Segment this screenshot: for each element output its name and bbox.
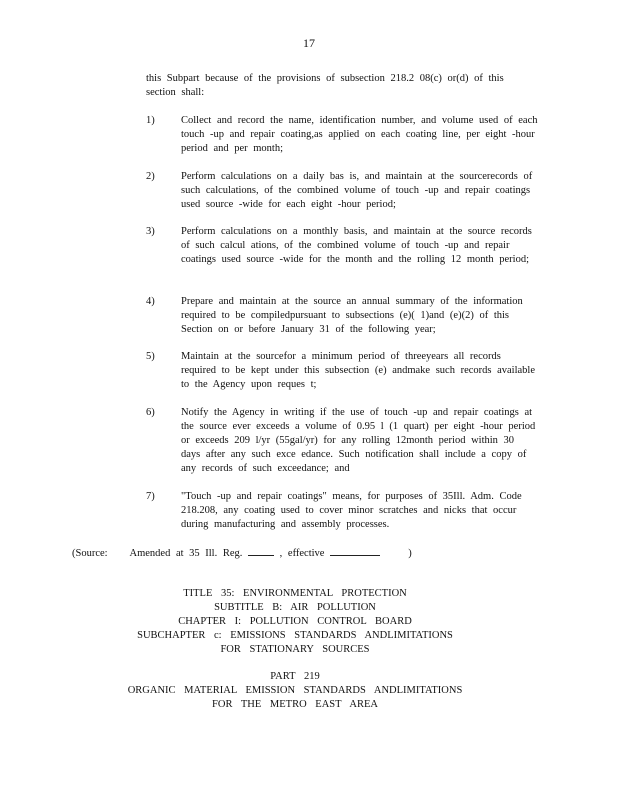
intro-paragraph: this Subpart because of the provisions of subsection 218.2 08(c) or(d) of this section shall: xyxy=(146,73,504,98)
part-heading xyxy=(0,670,590,712)
item-text: Perform calculations on a daily bas is, and maintain at the sourcerecords of such calculations, of the combined volume of touch -up and repair coatings used source -wide for each eight -hour period; xyxy=(181,171,533,210)
item-text: Perform calculations on a monthly basis, and maintain at the source records of such calcul ations, of the combined volume of touch -up and repair coatings used source -wide for the month and the rolling 12 month period; xyxy=(181,226,532,265)
item-number: 5) xyxy=(146,351,155,362)
heading-line: CHAPTER I: POLLUTION CONTROL BOARD xyxy=(178,616,412,627)
reg-volume-blank xyxy=(248,545,274,556)
item-text: Collect and record the name, identification number, and volume used of each touch -up and repair coating,as applied on each coating line, per eight -hour period and per month; xyxy=(181,115,538,154)
source-amended: Amended at 35 Ill. Reg. xyxy=(129,548,243,559)
item-text: Prepare and maintain at the source an annual summary of the information required to be compiledpursuant to subsections (e)( 1)and (e)(2) of this Section on or before January 31 of the following year; xyxy=(181,296,523,335)
effective-date-blank xyxy=(330,545,380,556)
title-heading xyxy=(0,587,590,657)
item-text: Notify the Agency in writing if the use of touch -up and repair coatings at the source ever exceeds a volume of 0.95 l (1 quart) per eight -hour period or exceeds 209 l/yr (55gal/yr) for any rolling 12month period within 30 days after any such exce edance. Such notification shall include a copy of any records of such exceedance; and xyxy=(181,407,536,474)
heading-line: FOR THE METRO EAST AREA xyxy=(212,699,378,710)
heading-line: SUBCHAPTER c: EMISSIONS STANDARDS ANDLIMITATIONS xyxy=(137,630,453,641)
heading-line: SUBTITLE B: AIR POLLUTION xyxy=(214,602,376,613)
item-text: Maintain at the sourcefor a minimum period of threeyears all records required to be kept under this subsection (e) andmake such records available to the Agency upon reques t; xyxy=(181,351,536,390)
item-text: "Touch -up and repair coatings" means, for purposes of 35Ill. Adm. Code 218.208, any coating used to cover minor scratches and nicks that occur during manufacturing and assembly processes. xyxy=(181,491,522,530)
page-number: 17 xyxy=(303,36,315,50)
list-item xyxy=(146,490,538,532)
list-item xyxy=(146,295,538,337)
heading-line: PART 219 xyxy=(270,671,320,682)
heading-line: TITLE 35: ENVIRONMENTAL PROTECTION xyxy=(183,588,407,599)
source-effective: , effective xyxy=(279,548,325,559)
list-item xyxy=(146,114,538,156)
source-note xyxy=(72,545,412,559)
source-close: ) xyxy=(408,548,412,559)
list-item xyxy=(146,350,538,392)
item-number: 7) xyxy=(146,491,155,502)
item-number: 3) xyxy=(146,226,155,237)
list-item xyxy=(146,170,538,212)
item-number: 1) xyxy=(146,115,155,126)
heading-line: FOR STATIONARY SOURCES xyxy=(220,644,370,655)
heading-line: ORGANIC MATERIAL EMISSION STANDARDS ANDLIMITATIONS xyxy=(127,685,463,696)
list-item xyxy=(146,225,538,267)
list-item xyxy=(146,406,538,476)
item-number: 6) xyxy=(146,407,155,418)
source-open: (Source: xyxy=(72,548,108,559)
item-number: 4) xyxy=(146,296,155,307)
item-number: 2) xyxy=(146,171,155,182)
